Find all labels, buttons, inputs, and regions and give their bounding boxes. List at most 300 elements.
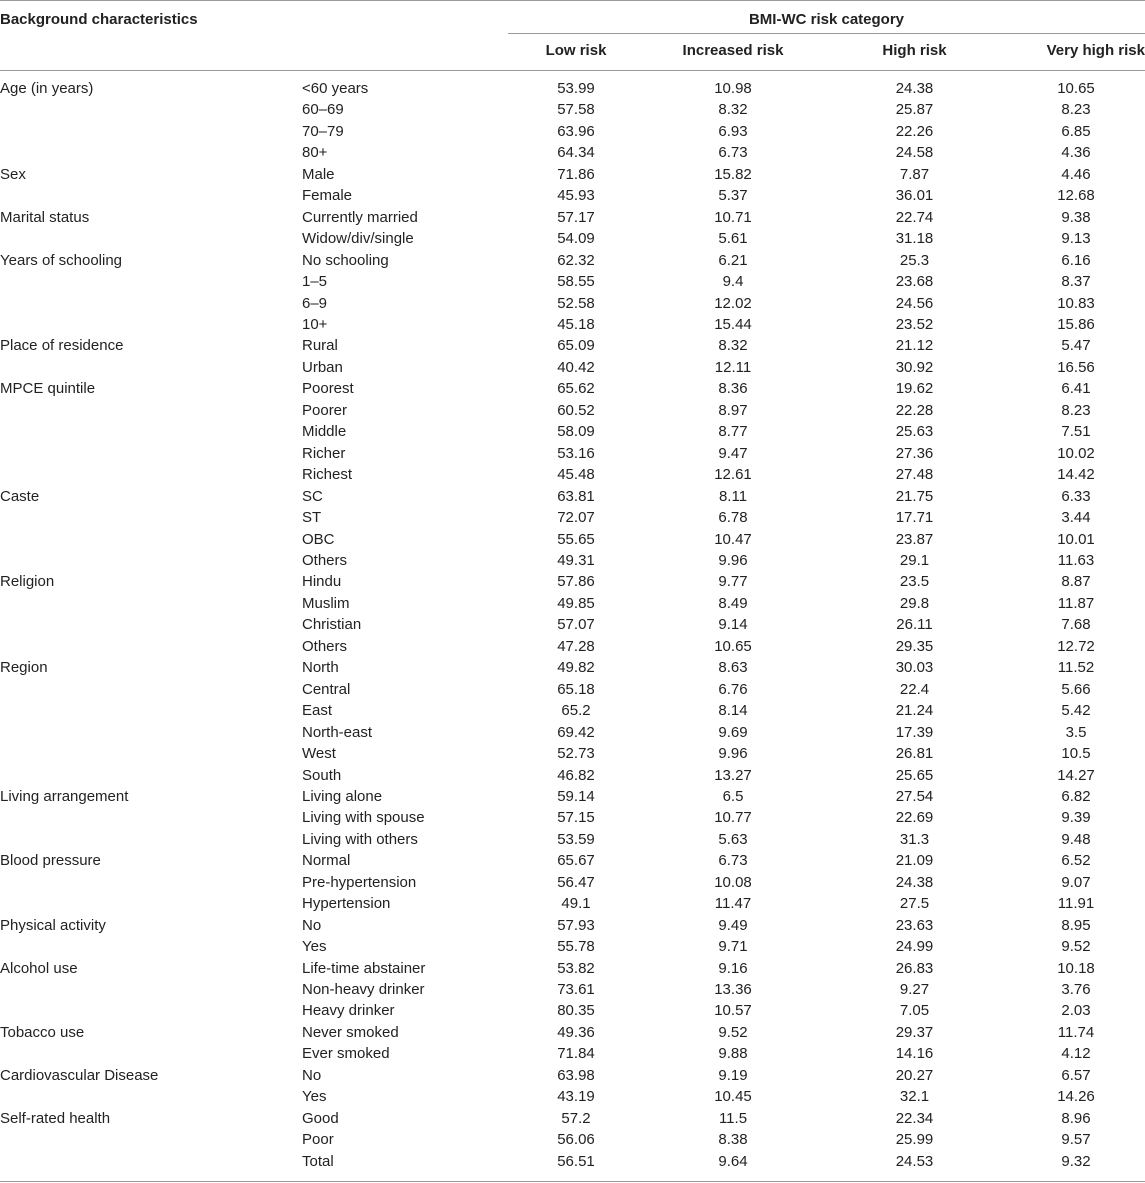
high-risk-value: 23.5: [899, 573, 930, 591]
row-group-label: [0, 185, 302, 206]
low-risk-value: 40.42: [557, 358, 595, 376]
increased-risk-value: 15.82: [714, 165, 752, 183]
increased-risk-value: 8.63: [718, 659, 748, 677]
very-high-risk-value: 4.12: [1061, 1045, 1091, 1063]
table-row: [0, 850, 1145, 871]
table-row: [0, 121, 1145, 142]
row-subcategory-label: SC: [302, 487, 323, 505]
row-subcategory-label: Living with others: [302, 830, 418, 848]
group-rule: [508, 33, 1145, 34]
low-risk-value: 71.86: [557, 165, 595, 183]
row-group-label: [0, 228, 302, 249]
low-risk-value: 49.1: [561, 895, 591, 913]
high-risk-value: 14.16: [895, 1045, 934, 1063]
high-risk-value: 24.38: [895, 80, 934, 97]
increased-risk-value: 9.19: [718, 1066, 748, 1084]
row-group-label: [0, 1086, 302, 1107]
increased-risk-value: 6.93: [718, 122, 748, 140]
low-risk-value: 57.17: [557, 208, 595, 226]
row-group-label: [0, 936, 302, 957]
row-subcategory-label: South: [302, 766, 342, 784]
very-high-risk-value: 15.86: [1057, 315, 1095, 333]
row-group-label: [0, 593, 302, 614]
very-high-risk-value: 9.52: [1061, 938, 1091, 956]
increased-risk-value: 10.57: [714, 1002, 752, 1020]
high-risk-value: 20.27: [895, 1066, 934, 1084]
increased-risk-value: 6.73: [718, 852, 748, 870]
increased-risk-value: 10.65: [714, 637, 752, 655]
very-high-risk-value: 7.68: [1061, 616, 1091, 634]
increased-risk-value: 12.61: [714, 466, 752, 484]
increased-risk-value: 8.32: [718, 337, 748, 355]
increased-risk-value: 5.37: [718, 187, 748, 205]
table-row: [0, 872, 1145, 893]
increased-risk-value: 8.97: [718, 401, 748, 419]
low-risk-value: 65.67: [557, 852, 595, 870]
increased-risk-value: 9.4: [722, 273, 744, 291]
row-group-label: [0, 507, 302, 528]
increased-risk-value: 9.96: [718, 551, 748, 569]
row-group-label: [0, 464, 302, 485]
very-high-risk-value: 10.83: [1057, 294, 1095, 312]
low-risk-value: 52.73: [557, 745, 595, 763]
table-row: [0, 357, 1145, 378]
high-risk-value: 23.87: [895, 530, 934, 548]
high-risk-value: 9.27: [899, 981, 930, 999]
row-subcategory-label: East: [302, 702, 333, 720]
increased-risk-value: 5.63: [718, 830, 748, 848]
high-risk-value: 25.63: [895, 423, 934, 441]
row-group-label: [0, 550, 302, 571]
very-high-risk-value: 10.02: [1057, 444, 1095, 462]
row-group-label: Marital status: [0, 208, 90, 226]
very-high-risk-value: 10.01: [1057, 530, 1095, 548]
increased-risk-value: 6.21: [718, 251, 748, 269]
low-risk-value: 72.07: [557, 509, 595, 527]
row-group-label: Religion: [0, 573, 55, 591]
low-risk-value: 47.28: [557, 637, 595, 655]
increased-risk-value: 9.88: [718, 1045, 748, 1063]
low-risk-value: 58.09: [557, 423, 595, 441]
row-group-label: Alcohol use: [0, 959, 78, 977]
very-high-risk-value: 3.76: [1061, 981, 1091, 999]
very-high-risk-value: 2.03: [1061, 1002, 1091, 1020]
very-high-risk-value: 9.32: [1061, 1152, 1091, 1170]
row-subcategory-label: Yes: [302, 1088, 327, 1106]
row-group-label: [0, 614, 302, 635]
table-row: [0, 78, 1145, 99]
high-risk-value: 22.26: [895, 122, 934, 140]
data-table: [0, 78, 1145, 1172]
very-high-risk-value: 6.82: [1061, 787, 1091, 805]
row-subcategory-label: Poor: [302, 1131, 334, 1149]
row-subcategory-label: Richest: [302, 466, 353, 484]
row-group-label: [0, 829, 302, 850]
very-high-risk-value: 10.65: [1057, 80, 1095, 97]
table-row: [0, 958, 1145, 979]
low-risk-value: 57.15: [557, 809, 595, 827]
low-risk-value: 53.59: [557, 830, 595, 848]
high-risk-value: 7.05: [899, 1002, 930, 1020]
high-risk-value: 26.81: [895, 745, 934, 763]
high-risk-value: 21.24: [895, 702, 934, 720]
low-risk-value: 53.82: [557, 959, 595, 977]
high-risk-value: 26.83: [895, 959, 934, 977]
row-subcategory-label: 1–5: [302, 273, 328, 291]
increased-risk-value: 11.47: [714, 895, 752, 913]
row-group-label: [0, 872, 302, 893]
high-risk-value: 24.99: [895, 938, 934, 956]
table-row: [0, 657, 1145, 678]
row-group-label: [0, 443, 302, 464]
row-group-label: [0, 1000, 302, 1021]
very-high-risk-value: 9.07: [1061, 873, 1091, 891]
increased-risk-value: 9.47: [718, 444, 748, 462]
increased-risk-value: 8.38: [718, 1131, 748, 1149]
low-risk-value: 57.58: [557, 101, 595, 119]
row-subcategory-label: 60–69: [302, 101, 344, 119]
table-row: [0, 550, 1145, 571]
table-row: [0, 571, 1145, 592]
high-risk-value: 17.71: [895, 509, 934, 527]
table-row: [0, 1108, 1145, 1129]
high-risk-value: 22.34: [895, 1109, 934, 1127]
row-subcategory-label: Life-time abstainer: [302, 959, 426, 977]
row-group-label: Cardiovascular Disease: [0, 1066, 159, 1084]
low-risk-value: 57.86: [557, 573, 595, 591]
very-high-risk-value: 6.52: [1061, 852, 1091, 870]
low-risk-value: 49.85: [557, 594, 595, 612]
row-subcategory-label: ST: [302, 509, 322, 527]
row-group-label: [0, 529, 302, 550]
row-subcategory-label: OBC: [302, 530, 335, 548]
very-high-risk-value: 3.5: [1065, 723, 1087, 741]
very-high-risk-value: 4.36: [1061, 144, 1091, 162]
row-subcategory-label: Urban: [302, 358, 343, 376]
bottom-rule: [0, 1181, 1145, 1182]
low-risk-value: 63.96: [557, 122, 595, 140]
very-high-risk-value: 6.33: [1061, 487, 1091, 505]
row-group-label: [0, 679, 302, 700]
high-risk-value: 29.1: [899, 551, 930, 569]
table-row: [0, 314, 1145, 335]
row-subcategory-label: Poorest: [302, 380, 354, 398]
low-risk-value: 49.31: [557, 551, 595, 569]
high-risk-value: 32.1: [899, 1088, 930, 1106]
high-risk-value: 24.38: [895, 873, 934, 891]
row-group-label: [0, 722, 302, 743]
row-subcategory-label: Yes: [302, 938, 327, 956]
top-rule: [0, 0, 1145, 1]
header-high-risk: High risk: [882, 42, 947, 59]
table-row: [0, 378, 1145, 399]
row-group-label: [0, 979, 302, 1000]
increased-risk-value: 6.78: [718, 509, 748, 527]
high-risk-value: 27.54: [895, 787, 934, 805]
row-subcategory-label: Hindu: [302, 573, 342, 591]
row-subcategory-label: Heavy drinker: [302, 1002, 395, 1020]
low-risk-value: 69.42: [557, 723, 595, 741]
high-risk-value: 21.75: [895, 487, 934, 505]
increased-risk-value: 9.96: [718, 745, 748, 763]
table-row: [0, 142, 1145, 163]
high-risk-value: 25.3: [899, 251, 930, 269]
increased-risk-value: 9.71: [718, 938, 748, 956]
table-row: [0, 443, 1145, 464]
increased-risk-value: 10.71: [714, 208, 752, 226]
high-risk-value: 22.69: [895, 809, 934, 827]
very-high-risk-value: 8.95: [1061, 916, 1091, 934]
high-risk-value: 29.35: [895, 637, 934, 655]
high-risk-value: 22.4: [899, 680, 930, 698]
increased-risk-value: 12.11: [714, 358, 752, 376]
low-risk-value: 62.32: [557, 251, 595, 269]
row-subcategory-label: Living alone: [302, 787, 383, 805]
row-group-label: Tobacco use: [0, 1023, 85, 1041]
row-group-label: [0, 807, 302, 828]
row-subcategory-label: Richer: [302, 444, 346, 462]
very-high-risk-value: 6.85: [1061, 122, 1091, 140]
row-subcategory-label: Others: [302, 551, 348, 569]
row-subcategory-label: No: [302, 916, 322, 934]
increased-risk-value: 8.32: [718, 101, 748, 119]
table-row: [0, 507, 1145, 528]
row-group-label: [0, 1151, 302, 1172]
increased-risk-value: 5.61: [718, 230, 748, 248]
row-group-label: [0, 1129, 302, 1150]
high-risk-value: 29.8: [899, 594, 930, 612]
table-row: [0, 593, 1145, 614]
row-subcategory-label: Rural: [302, 337, 338, 355]
low-risk-value: 57.93: [557, 916, 595, 934]
row-subcategory-label: No: [302, 1066, 322, 1084]
very-high-risk-value: 12.68: [1057, 187, 1095, 205]
high-risk-value: 30.92: [895, 358, 934, 376]
high-risk-value: 25.99: [895, 1131, 934, 1149]
row-subcategory-label: 70–79: [302, 122, 344, 140]
row-subcategory-label: Ever smoked: [302, 1045, 390, 1063]
table-row: [0, 722, 1145, 743]
very-high-risk-value: 8.23: [1061, 101, 1091, 119]
table-row: [0, 228, 1145, 249]
row-subcategory-label: Pre-hypertension: [302, 873, 417, 891]
table-row: [0, 979, 1145, 1000]
table-row: [0, 250, 1145, 271]
increased-risk-value: 12.02: [714, 294, 752, 312]
high-risk-value: 22.74: [895, 208, 934, 226]
row-group-label: [0, 271, 302, 292]
high-risk-value: 27.48: [895, 466, 934, 484]
increased-risk-value: 6.76: [718, 680, 748, 698]
table-row: [0, 614, 1145, 635]
high-risk-value: 25.87: [895, 101, 934, 119]
table-row: [0, 743, 1145, 764]
header-bmi-wc-group: BMI-WC risk category: [748, 11, 905, 28]
table-row: [0, 765, 1145, 786]
row-group-label: [0, 893, 302, 914]
increased-risk-value: 6.5: [722, 787, 744, 805]
low-risk-value: 55.65: [557, 530, 595, 548]
high-risk-value: 24.56: [895, 294, 934, 312]
very-high-risk-value: 8.37: [1061, 273, 1091, 291]
very-high-risk-value: 12.72: [1057, 637, 1095, 655]
very-high-risk-value: 5.42: [1061, 702, 1091, 720]
low-risk-value: 80.35: [557, 1002, 595, 1020]
increased-risk-value: 15.44: [714, 315, 752, 333]
row-subcategory-label: 10+: [302, 315, 328, 333]
table-row: [0, 1086, 1145, 1107]
very-high-risk-value: 5.47: [1061, 337, 1091, 355]
row-group-label: [0, 357, 302, 378]
row-group-label: [0, 421, 302, 442]
high-risk-value: 23.52: [895, 315, 934, 333]
increased-risk-value: 9.16: [718, 959, 748, 977]
very-high-risk-value: 4.46: [1061, 165, 1091, 183]
very-high-risk-value: 10.18: [1057, 959, 1095, 977]
increased-risk-value: 8.49: [718, 594, 748, 612]
row-group-label: Physical activity: [0, 916, 106, 934]
table-row: [0, 807, 1145, 828]
increased-risk-value: 11.5: [718, 1109, 748, 1127]
header-very-high-risk: Very high risk: [1046, 42, 1145, 59]
row-subcategory-label: 80+: [302, 144, 328, 162]
high-risk-value: 29.37: [895, 1023, 934, 1041]
table-row: [0, 421, 1145, 442]
row-subcategory-label: Widow/div/single: [302, 230, 414, 248]
increased-risk-value: 8.36: [718, 380, 748, 398]
low-risk-value: 53.99: [557, 80, 595, 97]
increased-risk-value: 10.98: [714, 80, 752, 97]
very-high-risk-value: 14.42: [1057, 466, 1095, 484]
very-high-risk-value: 6.41: [1061, 380, 1091, 398]
high-risk-value: 27.36: [895, 444, 934, 462]
low-risk-value: 45.18: [557, 315, 595, 333]
table-row: [0, 400, 1145, 421]
row-subcategory-label: Total: [302, 1152, 334, 1170]
row-group-label: Age (in years): [0, 80, 94, 97]
row-group-label: [0, 142, 302, 163]
row-subcategory-label: Poorer: [302, 401, 348, 419]
low-risk-value: 64.34: [557, 144, 595, 162]
table-row: [0, 207, 1145, 228]
low-risk-value: 65.09: [557, 337, 595, 355]
high-risk-value: 17.39: [895, 723, 934, 741]
row-subcategory-label: No schooling: [302, 251, 389, 269]
low-risk-value: 45.48: [557, 466, 595, 484]
row-group-label: Caste: [0, 487, 40, 505]
low-risk-value: 49.82: [557, 659, 595, 677]
very-high-risk-value: 7.51: [1061, 423, 1091, 441]
table-row: [0, 936, 1145, 957]
high-risk-value: 31.18: [895, 230, 934, 248]
table-row: [0, 679, 1145, 700]
low-risk-value: 57.07: [557, 616, 595, 634]
low-risk-value: 56.06: [557, 1131, 595, 1149]
table-row: [0, 915, 1145, 936]
row-subcategory-label: Middle: [302, 423, 347, 441]
low-risk-value: 49.36: [557, 1023, 595, 1041]
row-group-label: Living arrangement: [0, 787, 129, 805]
increased-risk-value: 9.52: [718, 1023, 748, 1041]
row-group-label: Place of residence: [0, 337, 124, 355]
very-high-risk-value: 9.48: [1061, 830, 1091, 848]
low-risk-value: 54.09: [557, 230, 595, 248]
low-risk-value: 73.61: [557, 981, 595, 999]
increased-risk-value: 9.49: [718, 916, 748, 934]
high-risk-value: 7.87: [899, 165, 930, 183]
high-risk-value: 21.09: [895, 852, 934, 870]
row-subcategory-label: <60 years: [302, 80, 369, 97]
table-row: [0, 185, 1145, 206]
low-risk-value: 55.78: [557, 938, 595, 956]
increased-risk-value: 8.77: [718, 423, 748, 441]
table-row: [0, 293, 1145, 314]
increased-risk-value: 9.69: [718, 723, 748, 741]
low-risk-value: 63.81: [557, 487, 595, 505]
table-row: [0, 1129, 1145, 1150]
table-row: [0, 271, 1145, 292]
increased-risk-value: 10.77: [714, 809, 752, 827]
row-subcategory-label: Non-heavy drinker: [302, 981, 425, 999]
row-subcategory-label: North: [302, 659, 339, 677]
very-high-risk-value: 16.56: [1057, 358, 1095, 376]
increased-risk-value: 13.27: [714, 766, 752, 784]
low-risk-value: 56.51: [557, 1152, 595, 1170]
row-group-label: [0, 400, 302, 421]
table-row: [0, 1000, 1145, 1021]
table-row: [0, 700, 1145, 721]
header-rule: [0, 70, 1145, 71]
increased-risk-value: 6.73: [718, 144, 748, 162]
low-risk-value: 59.14: [557, 787, 595, 805]
very-high-risk-value: 11.52: [1057, 659, 1095, 677]
high-risk-value: 36.01: [895, 187, 934, 205]
row-subcategory-label: Living with spouse: [302, 809, 425, 827]
row-subcategory-label: Central: [302, 680, 351, 698]
row-group-label: MPCE quintile: [0, 380, 96, 398]
increased-risk-value: 8.14: [718, 702, 748, 720]
very-high-risk-value: 3.44: [1061, 509, 1091, 527]
row-group-label: [0, 700, 302, 721]
table-row: [0, 99, 1145, 120]
header-background-characteristics: Background characteristics: [0, 11, 198, 28]
row-group-label: [0, 636, 302, 657]
high-risk-value: 27.5: [899, 895, 930, 913]
high-risk-value: 31.3: [899, 830, 930, 848]
row-group-label: Years of schooling: [0, 251, 123, 269]
low-risk-value: 65.2: [561, 702, 591, 720]
high-risk-value: 19.62: [895, 380, 934, 398]
row-subcategory-label: Others: [302, 637, 348, 655]
row-subcategory-label: 6–9: [302, 294, 328, 312]
row-subcategory-label: Hypertension: [302, 895, 391, 913]
table-row: [0, 786, 1145, 807]
table-row: [0, 464, 1145, 485]
row-subcategory-label: Currently married: [302, 208, 418, 226]
high-risk-value: 23.68: [895, 273, 934, 291]
row-group-label: [0, 121, 302, 142]
row-group-label: [0, 314, 302, 335]
table-body: [0, 78, 1145, 1172]
high-risk-value: 22.28: [895, 401, 934, 419]
low-risk-value: 65.18: [557, 680, 595, 698]
very-high-risk-value: 8.87: [1061, 573, 1091, 591]
low-risk-value: 46.82: [557, 766, 595, 784]
row-group-label: Sex: [0, 165, 26, 183]
increased-risk-value: 9.64: [718, 1152, 748, 1170]
very-high-risk-value: 9.38: [1061, 208, 1091, 226]
very-high-risk-value: 5.66: [1061, 680, 1091, 698]
